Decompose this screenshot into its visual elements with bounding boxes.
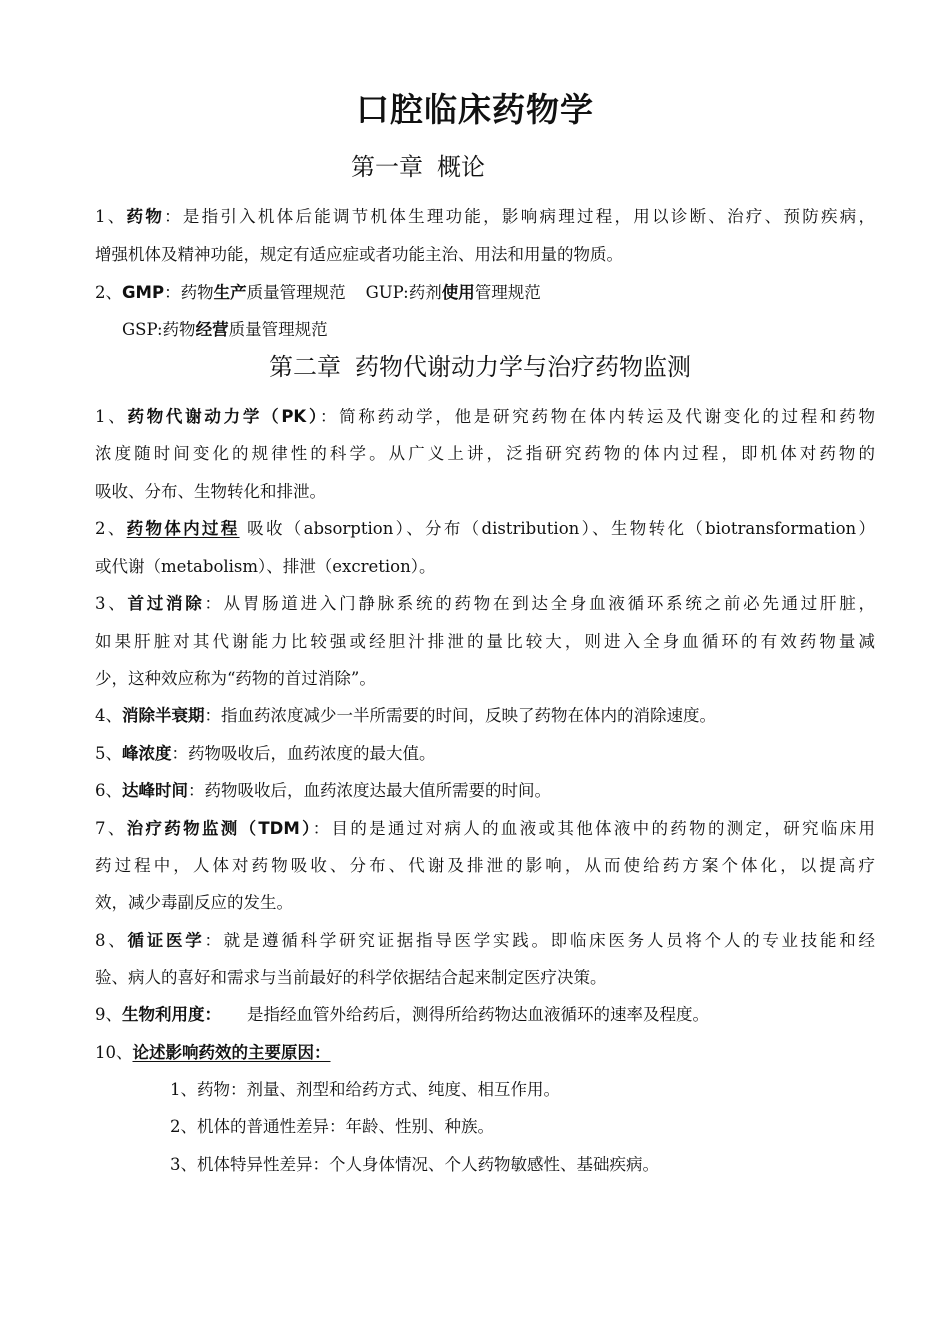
ch2-item-10-sub-2: 2、机体的普通性差异：年龄、性别、种族。 <box>170 1117 494 1136</box>
ch2-item-2-line-2: 或代谢（metabolism）、排泄（excretion）。 <box>95 557 436 576</box>
term-bioavailability: 生物利用度 <box>122 1005 205 1024</box>
ch1-item-2-line-2: GSP:药物经营质量管理规范 <box>122 320 328 339</box>
ch2-item-7-line-3: 效，减少毒副反应的发生。 <box>95 893 293 912</box>
chapter-1-name: 概论 <box>437 153 485 181</box>
chapter-2-number: 第二章 <box>269 353 341 381</box>
document-title: 口腔临床药物学 <box>356 90 594 129</box>
term-ebm: 循证医学 <box>127 931 205 950</box>
ch2-item-3-line-1: 3、首过消除：从胃肠道进入门静脉系统的药物在到达全身血液循环系统之前必先通过肝脏， <box>95 594 876 613</box>
term-efficacy-factors: 论述影响药效的主要原因： <box>132 1043 331 1062</box>
ch1-item-2-line-1: 2、GMP：药物生产质量管理规范 GUP:药剂使用管理规范 <box>95 283 541 302</box>
ch2-item-3-line-2: 如果肝脏对其代谢能力比较强或经胆汁排泄的量比较大，则进入全身血循环的有效药物量减 <box>95 632 875 651</box>
ch2-item-1-line-3: 吸收、分布、生物转化和排泄。 <box>95 482 326 501</box>
ch2-item-4: 4、消除半衰期：指血药浓度减少一半所需要的时间，反映了药物在体内的消除速度。 <box>95 706 716 725</box>
chapter-2-heading <box>5 348 950 386</box>
term-in-vivo-process: 药物体内过程 <box>126 519 240 538</box>
ch2-item-5: 5、峰浓度：药物吸收后，血药浓度的最大值。 <box>95 744 436 763</box>
chapter-1-number: 第一章 <box>351 153 423 181</box>
ch2-item-1-line-2: 浓度随时间变化的规律性的科学。从广义上讲，泛指研究药物的体内过程，即机体对药物的 <box>95 444 875 463</box>
ch2-item-10-sub-3: 3、机体特异性差异：个人身体情况、个人药物敏感性、基础疾病。 <box>170 1155 659 1174</box>
term-peak-concentration: 峰浓度 <box>122 744 172 763</box>
chapter-1-heading <box>0 148 893 186</box>
ch2-item-1-line-1: 1、药物代谢动力学（PK）：简称药动学，他是研究药物在体内转运及代谢变化的过程和药物 <box>95 407 875 426</box>
term-peak-time: 达峰时间 <box>122 781 188 800</box>
term-half-life: 消除半衰期 <box>122 706 205 725</box>
ch2-item-10: 10、论述影响药效的主要原因： <box>95 1043 331 1062</box>
ch1-item-1-line-1: 1、药物：是指引入机体后能调节机体生理功能，影响病理过程，用以诊断、治疗、预防疾病， <box>95 207 876 226</box>
ch2-item-2-line-1: 2、药物体内过程 吸收（absorption）、分布（distribution）、生物转化（biotransformation） <box>95 519 876 538</box>
ch2-item-9: 9、生物利用度： 是指经血管外给药后，测得所给药物达血液循环的速率及程度。 <box>95 1005 709 1024</box>
ch2-item-7-line-2: 药过程中，人体对药物吸收、分布、代谢及排泄的影响，从而使给药方案个体化，以提高疗 <box>95 856 875 875</box>
ch2-item-10-sub-1: 1、药物：剂量、剂型和给药方式、纯度、相互作用。 <box>170 1080 560 1099</box>
term-tdm: 治疗药物监测（TDM） <box>126 819 313 838</box>
term-drug: 药物 <box>126 207 165 226</box>
chapter-2-name: 药物代谢动力学与治疗药物监测 <box>355 353 691 381</box>
term-first-pass: 首过消除 <box>127 594 205 613</box>
term-pk: 药物代谢动力学（PK） <box>127 407 320 426</box>
term-gmp: GMP <box>122 283 165 302</box>
ch1-item-1-line-2: 增强机体及精神功能，规定有适应症或者功能主治、用法和用量的物质。 <box>95 245 623 264</box>
ch2-item-3-line-3: 少，这种效应称为“药物的首过消除”。 <box>95 669 376 688</box>
ch2-item-6: 6、达峰时间：药物吸收后，血药浓度达最大值所需要的时间。 <box>95 781 551 800</box>
ch2-item-8-line-1: 8、循证医学：就是遵循科学研究证据指导医学实践。即临床医务人员将个人的专业技能和经 <box>95 931 876 950</box>
ch2-item-8-line-2: 验、病人的喜好和需求与当前最好的科学依据结合起来制定医疗决策。 <box>95 968 607 987</box>
ch2-item-7-line-1: 7、治疗药物监测（TDM）：目的是通过对病人的血液或其他体液中的药物的测定，研究临床用 <box>95 819 876 838</box>
